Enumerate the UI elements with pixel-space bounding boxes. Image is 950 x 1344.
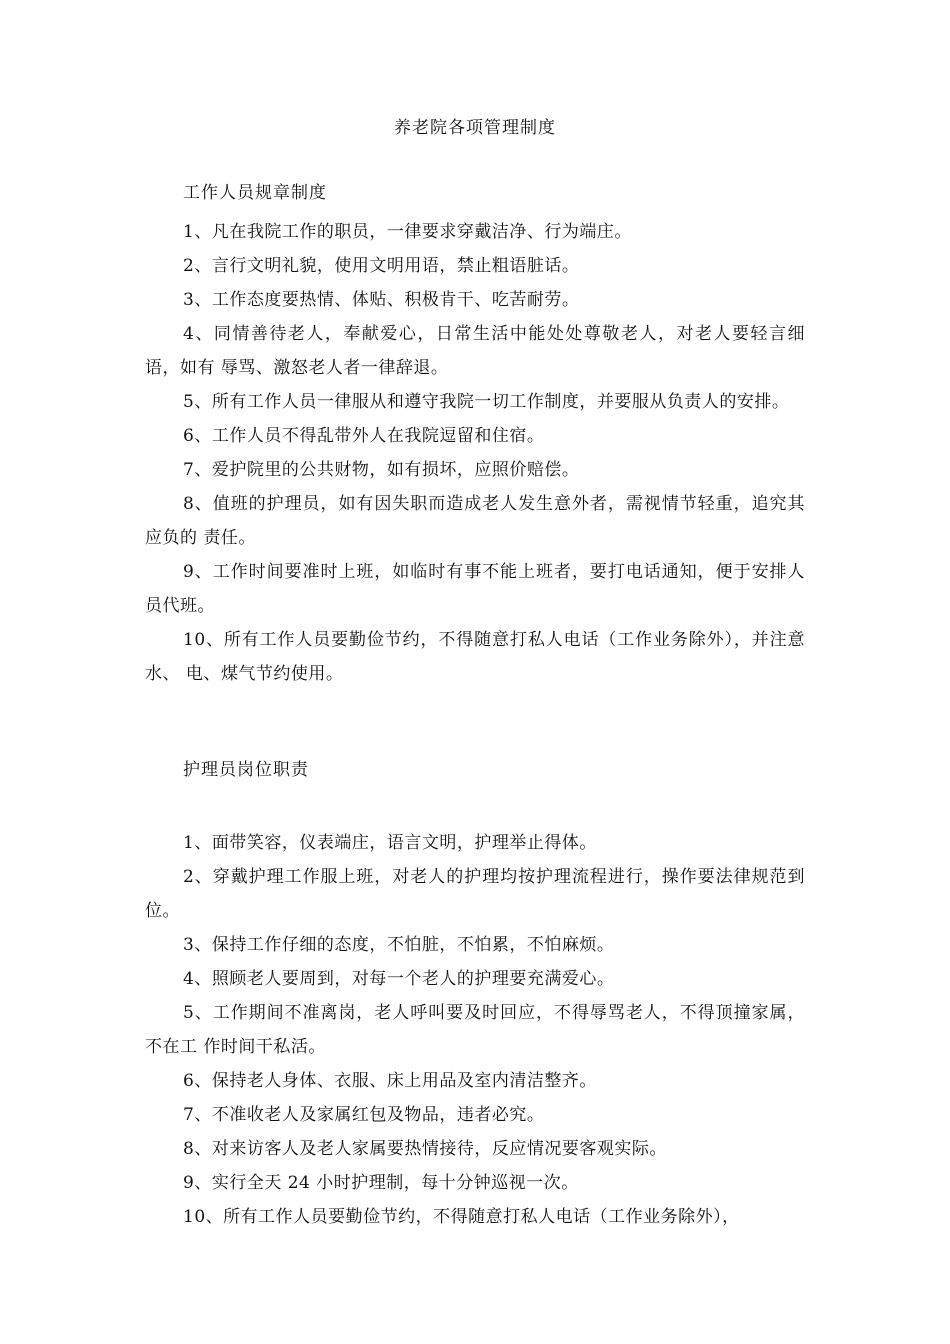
duty-item: 2、穿戴护理工作服上班，对老人的护理均按护理流程进行，操作要法律规范到位。 (145, 867, 805, 921)
duty-item: 3、保持工作仔细的态度，不怕脏，不怕累，不怕麻烦。 (183, 935, 615, 955)
duty-item: 7、不准收老人及家属红包及物品，违者必究。 (183, 1105, 545, 1125)
rule-item: 8、值班的护理员，如有因失职而造成老人发生意外者，需视情节轻重，追究其应负的 责任。 (145, 494, 805, 548)
rule-item: 3、工作态度要热情、体贴、积极肯干、吃苦耐劳。 (183, 290, 580, 310)
document-title: 养老院各项管理制度 (394, 118, 556, 138)
duty-item: 8、对来访客人及老人家属要热情接待，反应情况要客观实际。 (183, 1139, 667, 1159)
duty-item: 5、工作期间不准离岗，老人呼叫要及时回应，不得辱骂老人，不得顶撞家属，不在工 作时间干私活。 (145, 1003, 805, 1057)
duty-item: 9、实行全天 24 小时护理制，每十分钟巡视一次。 (183, 1173, 579, 1193)
rule-item: 10、所有工作人员要勤俭节约，不得随意打私人电话（工作业务除外），并注意水、 电、煤气节约使用。 (145, 630, 805, 684)
duty-item: 10、所有工作人员要勤俭节约，不得随意打私人电话（工作业务除外）， (183, 1207, 740, 1227)
duty-item: 6、保持老人身体、衣服、床上用品及室内清洁整齐。 (183, 1071, 597, 1091)
section-heading: 工作人员规章制度 (183, 183, 327, 203)
rule-item: 2、言行文明礼貌，使用文明用语，禁止粗语脏话。 (183, 256, 580, 276)
rule-item: 1、凡在我院工作的职员，一律要求穿戴洁净、行为端庄。 (183, 222, 632, 242)
rule-item: 9、工作时间要准时上班，如临时有事不能上班者，要打电话通知，便于安排人员代班。 (145, 562, 805, 616)
duty-item: 1、面带笑容，仪表端庄，语言文明，护理举止得体。 (183, 833, 597, 853)
section-heading: 护理员岗位职责 (183, 760, 309, 780)
section-staff-rules (145, 181, 805, 691)
rule-item: 5、所有工作人员一律服从和遵守我院一切工作制度，并要服从负责人的安排。 (183, 392, 790, 412)
rule-item: 6、工作人员不得乱带外人在我院逗留和住宿。 (183, 426, 545, 446)
duty-item: 4、照顾老人要周到，对每一个老人的护理要充满爱心。 (183, 969, 615, 989)
rule-item: 4、同情善待老人，奉献爱心，日常生活中能处处尊敬老人，对老人要轻言细语，如有 辱骂、激怒老人者一律辞退。 (145, 324, 805, 378)
section-caregiver-duties (145, 758, 805, 1234)
rule-item: 7、爱护院里的公共财物，如有损坏，应照价赔偿。 (183, 460, 580, 480)
